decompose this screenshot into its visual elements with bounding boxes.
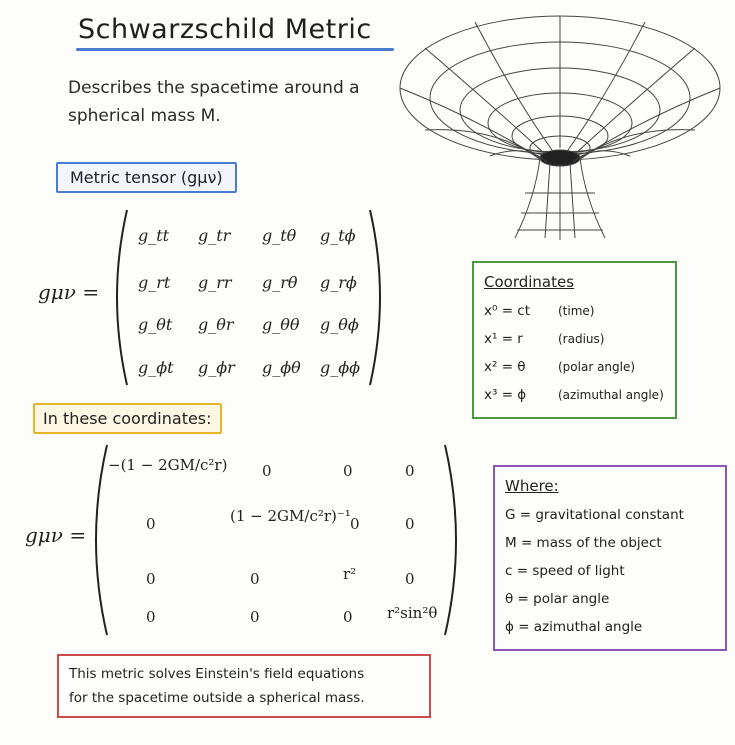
tensor-cell: g_rθ [262,273,298,292]
tensor-cell: g_tθ [262,226,297,245]
tensor-cell: g_ϕt [138,358,174,377]
coordinates-label: In these coordinates: [33,403,222,434]
title-underline [76,48,394,51]
where-row: ϕ = azimuthal angle [505,619,643,635]
coordinate-desc: (time) [558,304,595,318]
description [68,74,360,130]
entry-02: 0 [343,462,353,480]
coordinate-eq: x³ = ϕ [484,387,527,403]
where-row: M = mass of the object [505,535,662,551]
tensor-cell: g_ϕr [198,358,235,377]
tensor-cell: g_rϕ [320,273,357,292]
note-line-1: This metric solves Einstein's field equations [69,666,365,682]
entry-00: −(1 − 2GM/c²r) [108,456,228,474]
tensor-cell: g_θt [138,315,173,334]
tensor-cell: g_tr [198,226,231,245]
coordinate-eq: x⁰ = ct [484,303,531,319]
coordinate-eq: x² = θ [484,359,526,375]
tensor-cell: g_θθ [262,315,300,334]
note-line-2: for the spacetime outside a spherical mass. [69,690,365,706]
note-box [57,654,431,718]
tensor-cell: g_rr [198,273,232,292]
tensor-cell: g_θϕ [320,315,359,334]
coordinate-row [484,381,665,409]
coordinate-eq: x¹ = r [484,331,523,347]
tensor-cell: g_tt [138,226,170,245]
where-heading: Where: [505,477,559,495]
coordinate-row [484,353,665,381]
g-mu-nu-symbol-1: gμν = [38,280,100,304]
metric-tensor-label: Metric tensor (gμν) [56,162,237,193]
entry-32: 0 [343,608,353,626]
where-box [493,465,727,651]
g-mu-nu-symbol-2: gμν = [25,523,87,547]
coordinate-desc: (radius) [558,332,605,346]
tensor-cell: g_rt [138,273,171,292]
page-title: Schwarzschild Metric [78,14,372,45]
where-row: θ = polar angle [505,591,610,607]
description-line-2: spherical mass M. [68,106,221,126]
coordinate-desc: (polar angle) [558,360,636,374]
entry-31: 0 [250,608,260,626]
entry-01: 0 [262,462,272,480]
entry-13: 0 [405,515,415,533]
entry-30: 0 [146,608,156,626]
entry-03: 0 [405,462,415,480]
coordinates-heading: Coordinates [484,273,575,291]
entry-11: (1 − 2GM/c²r)⁻¹ [230,507,351,525]
entry-10: 0 [146,515,156,533]
entry-22: r² [343,565,357,583]
coordinate-row [484,325,665,353]
entry-23: 0 [405,570,415,588]
where-row: c = speed of light [505,563,625,579]
entry-33: r²sin²θ [387,604,438,622]
coordinate-row [484,297,665,325]
coordinates-box [472,261,677,419]
description-line-1: Describes the spacetime around a [68,78,360,98]
tensor-cell: g_ϕϕ [320,358,361,377]
where-row: G = gravitational constant [505,507,684,523]
coordinate-desc: (azimuthal angle) [558,388,664,402]
spacetime-funnel-illustration [395,8,725,248]
tensor-cell: g_tϕ [320,226,356,245]
entry-12: 0 [350,515,360,533]
entry-20: 0 [146,570,156,588]
tensor-cell: g_ϕθ [262,358,301,377]
entry-21: 0 [250,570,260,588]
tensor-cell: g_θr [198,315,234,334]
